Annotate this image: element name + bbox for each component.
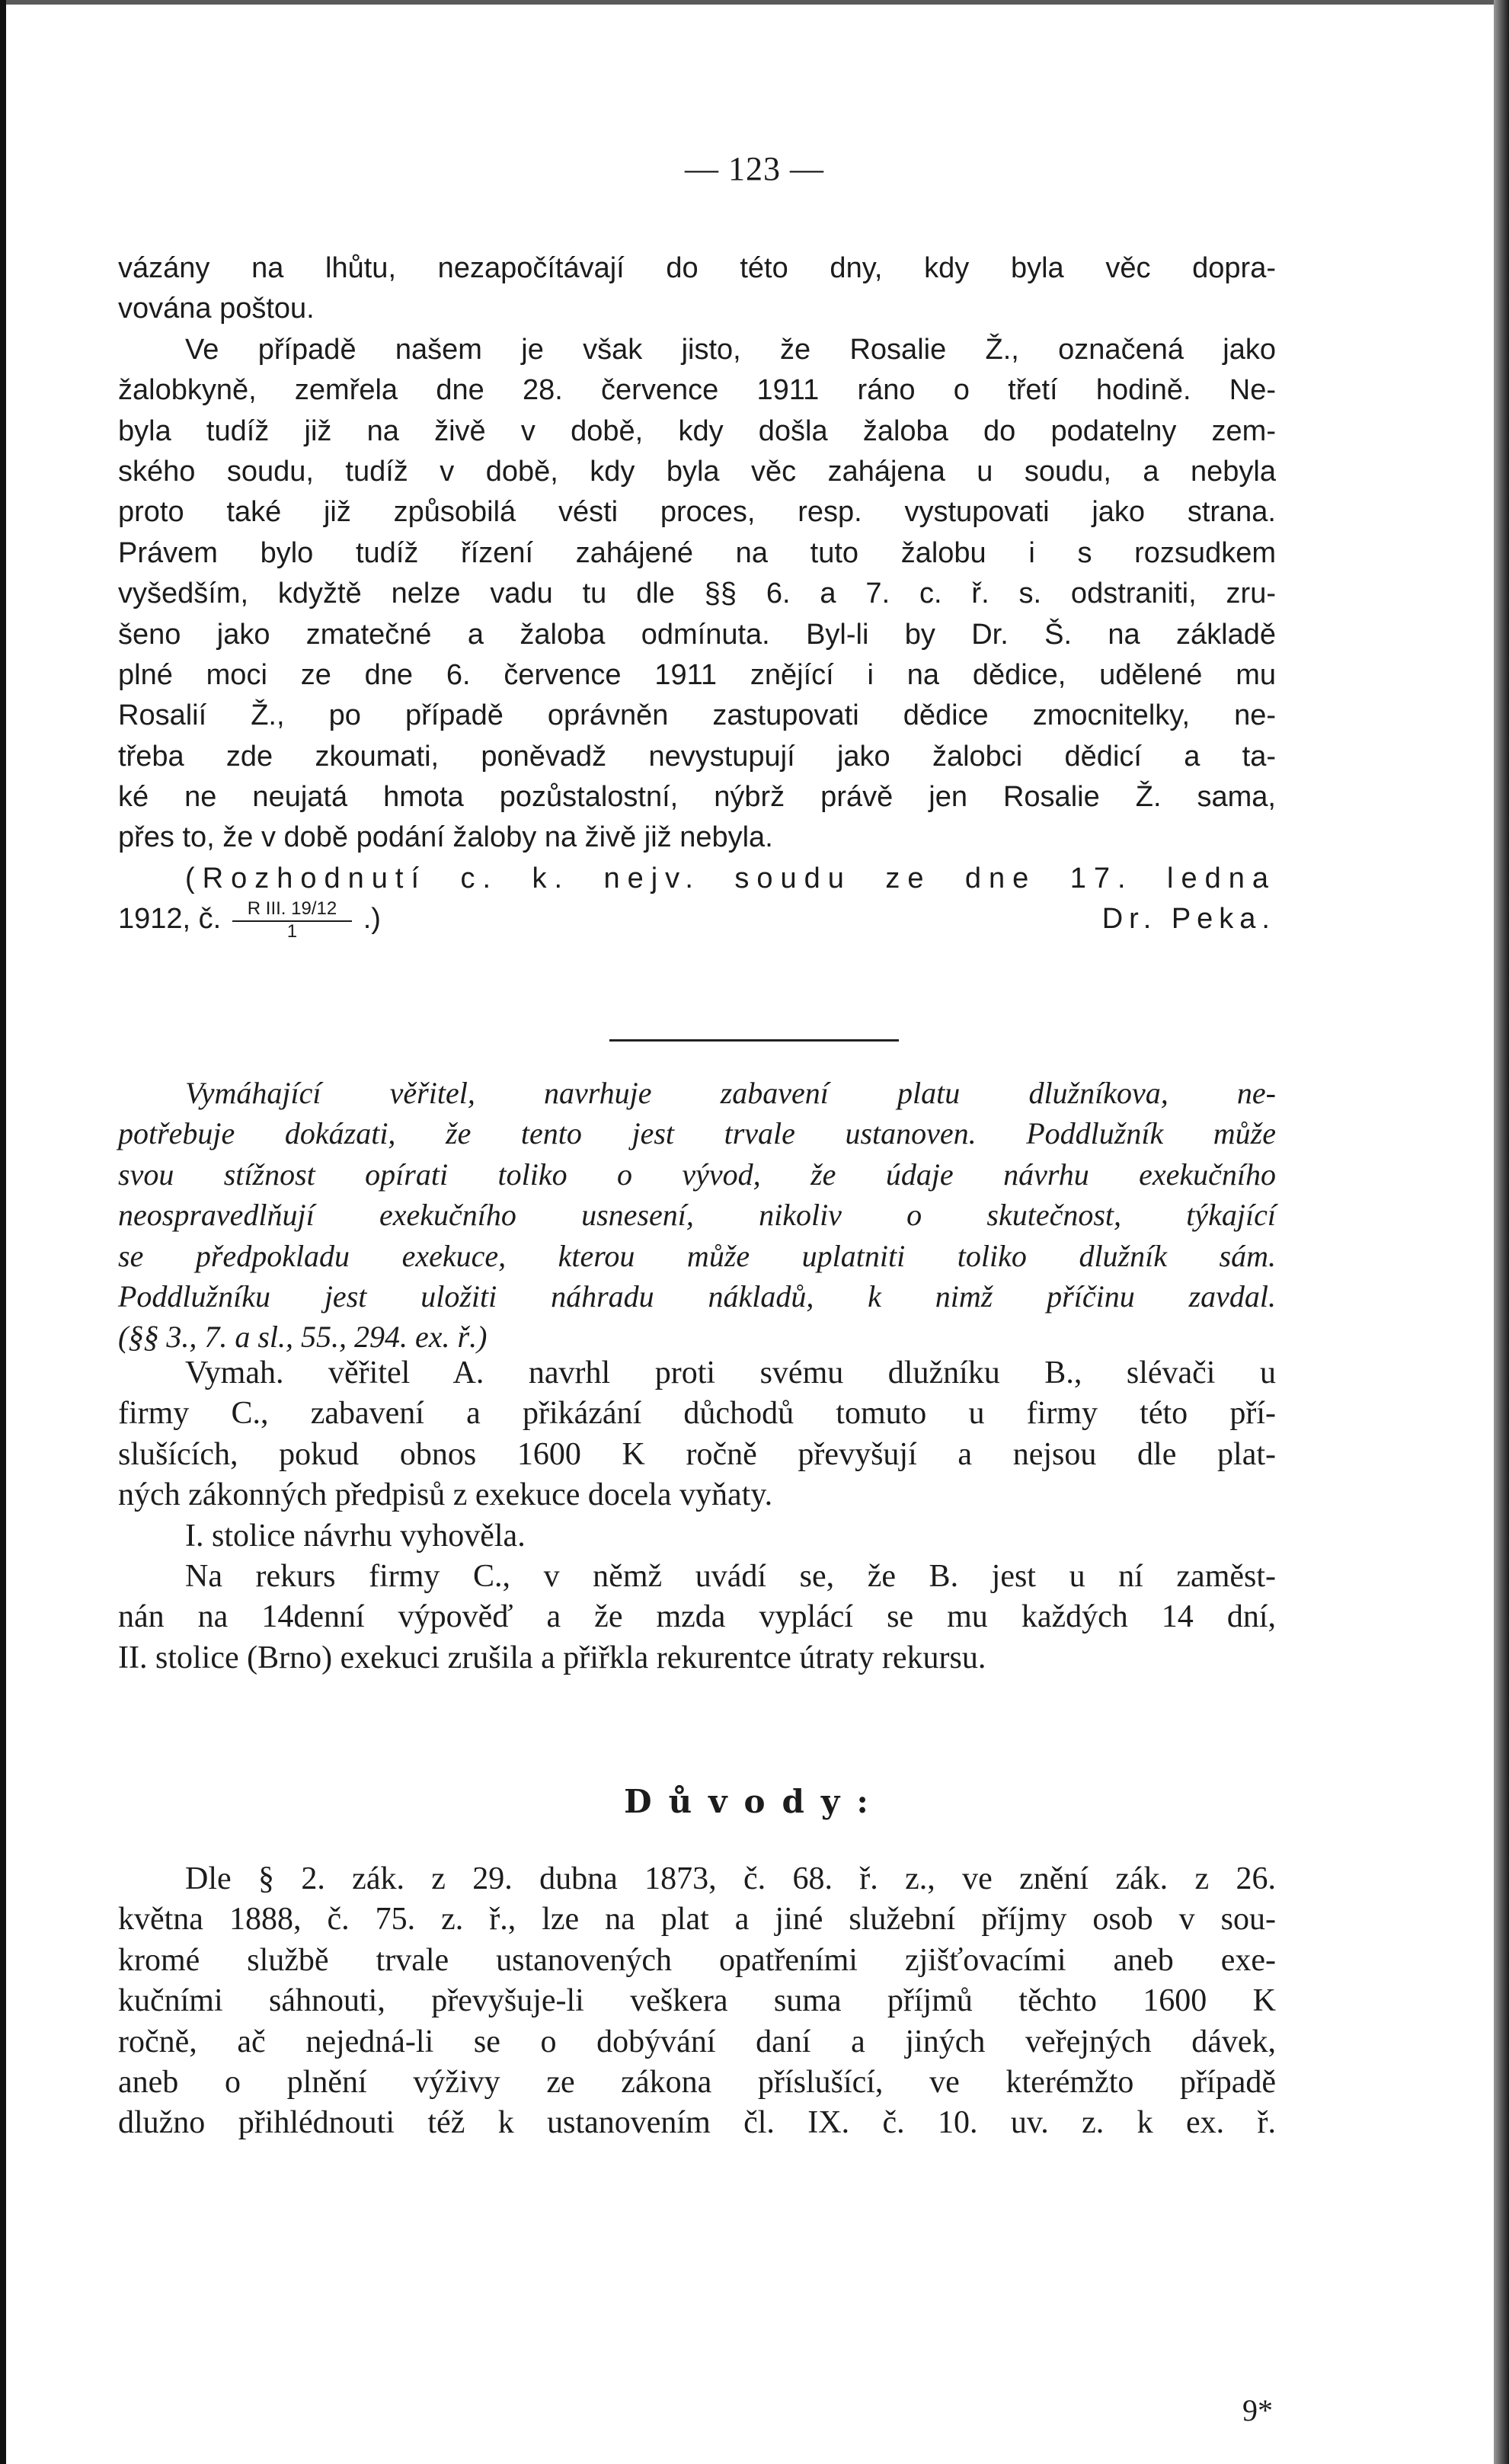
text-line: firmy C., zabavení a přikázání důchodů tomuto u firmy této pří- [118, 1396, 1276, 1432]
text-line: nán na 14denní výpověď a že mzda vyplácí se mu každých 14 dní, [118, 1599, 1276, 1635]
signature: Dr. Peka. [1101, 903, 1276, 936]
citation-close: .) [363, 903, 381, 936]
case-denominator: 1 [286, 921, 298, 942]
headnote [118, 1073, 1276, 1358]
text-line: ského soudu, tudíž v době, kdy byla věc zahájena u soudu, a nebyla [118, 455, 1276, 488]
text-line: Na rekurs firmy C., v němž uvádí se, že B. jest u ní zaměst- [185, 1558, 1276, 1594]
headnote-line: neospravedlňují exekučního usnesení, nikoliv o skutečnost, týkající [118, 1198, 1276, 1233]
text-line: kromé službě trvale ustanovených opatřeními zjišťovacími aneb exe- [118, 1942, 1276, 1978]
text-line: května 1888, č. 75. z. ř., lze na plat a jiné služební příjmy osob v sou- [118, 1902, 1276, 1938]
text-line: I. stolice návrhu vyhověla. [185, 1518, 526, 1554]
case-facts [118, 1353, 1276, 1678]
decision-text [118, 248, 1276, 946]
text-line: ných zákonných předpisů z exekuce docela vyňaty. [118, 1477, 773, 1513]
text-line: třeba zde zkoumati, poněvadž nevystupují jako žalobci dědicí a ta- [118, 740, 1276, 773]
text-line: slušících, pokud obnos 1600 K ročně převyšují a nejsou dle plat- [118, 1436, 1276, 1472]
scan-edge-right [1494, 0, 1509, 2464]
text-line: Rosalií Ž., po případě oprávněn zastupovati dědice zmocnitelky, ne- [118, 699, 1276, 732]
text-line: dlužno přihlédnouti též k ustanovením čl. IX. č. 10. uv. z. k ex. ř. [118, 2105, 1276, 2141]
citation-number [118, 899, 381, 942]
headnote-line: (§§ 3., 7. a sl., 55., 294. ex. ř.) [118, 1320, 488, 1355]
text-line: vázány na lhůtu, nezapočítávají do této dny, kdy byla věc dopra- [118, 252, 1276, 284]
headnote-line: Vymáhající věřitel, navrhuje zabavení platu dlužníkova, ne- [185, 1076, 1276, 1110]
scan-edge-top [0, 0, 1509, 5]
text-line: proto také již způsobilá vésti proces, resp. vystupovati jako strana. [118, 496, 1276, 529]
text-line: kučními sáhnouti, převyšuje-li veškera suma příjmů těchto 1600 K [118, 1983, 1276, 2019]
sheet-signature-marker: 9* [1242, 2393, 1273, 2427]
reasons-heading: Důvody: [624, 1783, 885, 1820]
section-divider [609, 1039, 899, 1042]
text-line: byla tudíž již na živě v době, kdy došla žaloba do podatelny zem- [118, 414, 1276, 447]
text-line: ké ne neujatá hmota pozůstalostní, nýbrž právě jen Rosalie Ž. sama, [118, 781, 1276, 814]
headnote-line: Poddlužníku jest uložiti náhradu nákladů, k nimž příčinu zavdal. [118, 1278, 1276, 1314]
text-line: plné moci ze dne 6. července 1911 znějící i na dědice, udělené mu [118, 658, 1276, 691]
scan-edge-left [0, 0, 6, 2464]
text-line: vyšedším, kdyžtě nelze vadu tu dle §§ 6. a 7. c. ř. s. odstraniti, zru- [118, 578, 1276, 610]
page-number: — 123 — [685, 150, 824, 187]
headnote-line: se předpokladu exekuce, kterou může uplatniti toliko dlužník sám. [118, 1238, 1276, 1273]
citation-row [118, 899, 1276, 946]
case-number-fraction [232, 899, 352, 942]
text-line: aneb o plnění výživy ze zákona příslušící, ve kterémžto případě [118, 2064, 1276, 2100]
text-line: šeno jako zmatečné a žaloba odmínuta. Byl-li by Dr. Š. na základě [118, 618, 1276, 651]
citation-year: 1912, č. [118, 903, 222, 936]
text-line: II. stolice (Brno) exekuci zrušila a přiřkla rekurentce útraty rekursu. [118, 1640, 986, 1675]
case-numerator: R III. 19/12 [232, 899, 352, 922]
text-line: Vymah. věřitel A. navrhl proti svému dlužníku B., slévači u [185, 1355, 1276, 1390]
text-line: ročně, ač nejedná-li se o dobývání daní a jiných veřejných dávek, [118, 2024, 1276, 2059]
reasons-text [118, 1859, 1276, 2144]
text-line: Ve případě našem je však jisto, že Rosalie Ž., označená jako [185, 333, 1276, 366]
text-line: přes to, že v době podání žaloby na živě již nebyla. [118, 821, 773, 854]
text-line: Právem bylo tudíž řízení zahájené na tuto žalobu i s rozsudkem [118, 536, 1276, 569]
text-line: Dle § 2. zák. z 29. dubna 1873, č. 68. ř. z., ve znění zák. z 26. [185, 1861, 1276, 1896]
text-line: vována poštou. [118, 293, 315, 325]
text-line: žalobkyně, zemřela dne 28. července 1911 ráno o třetí hodině. Ne- [118, 374, 1276, 407]
decision-citation: (Rozhodnutí c. k. nejv. soudu ze dne 17. ledna [185, 862, 1276, 894]
headnote-line: svou stížnost opírati toliko o vývod, že údaje návrhu exekučního [118, 1157, 1276, 1192]
headnote-line: potřebuje dokázati, že tento jest trvale ustanoven. Poddlužník může [118, 1116, 1276, 1151]
